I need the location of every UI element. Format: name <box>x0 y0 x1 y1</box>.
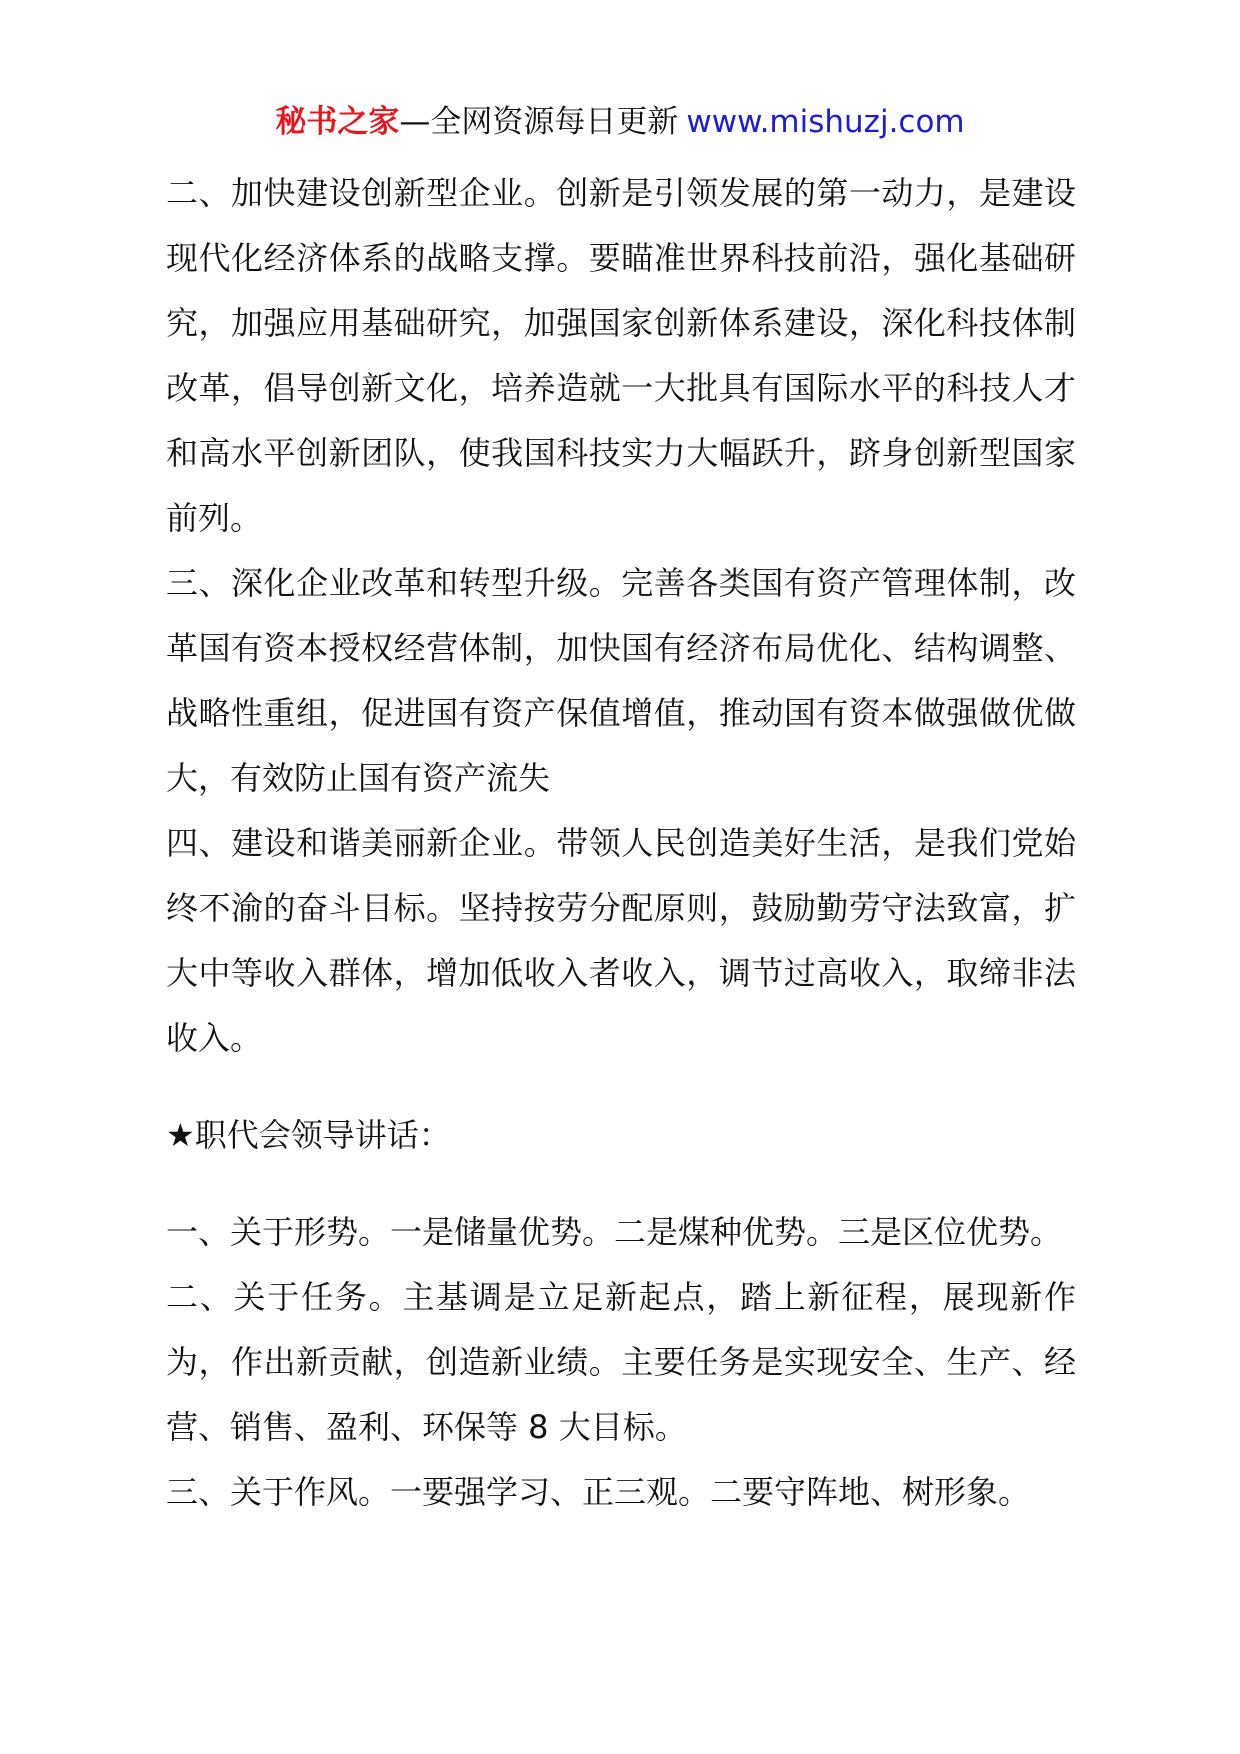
header-slogan: —全网资源每日更新 <box>399 104 679 140</box>
paragraph-style: 三、关于作风。一要强学习、正三观。二要守阵地、树形象。 <box>166 1473 1031 1511</box>
paragraph-tasks: 二、关于任务。主基调是立足新起点，踏上新征程，展现新作为，作出新贡献，创造新业绩。主要任务是实现安全、生产、经营、销售、盈利、环保等 8 大目标。 <box>166 1278 1076 1446</box>
brand-name: 秘书之家 <box>275 104 400 140</box>
section-heading: ★职代会领导讲话： <box>166 1116 451 1154</box>
paragraph-innovation: 二、加快建设创新型企业。创新是引领发展的第一动力，是建设现代化经济体系的战略支撑。要瞄准世界科技前沿，强化基础研究，加强应用基础研究，加强国家创新体系建设，深化科技体制改革，倡导创新文化，培养造就一大批具有国际水平的科技人才和高水平创新团队，使我国科技实力大幅跃升，跻身创新型国家前列。 <box>166 174 1076 537</box>
spacer <box>166 1071 1076 1103</box>
paragraph-harmony: 四、建设和谐美丽新企业。带领人民创造美好生活，是我们党始终不渝的奋斗目标。坚持按劳分配原则，鼓励勤劳守法致富，扩大中等收入群体，增加低收入者收入，调节过高收入，取缔非法收入。 <box>166 824 1076 1057</box>
site-url-link[interactable]: www.mishuzj.com <box>686 104 965 140</box>
document-body <box>166 161 1076 1525</box>
spacer <box>166 1168 1076 1200</box>
page-header <box>0 100 1240 144</box>
paragraph-reform: 三、深化企业改革和转型升级。完善各类国有资产管理体制，改革国有资本授权经营体制，加快国有经济布局优化、结构调整、战略性重组，促进国有资产保值增值，推动国有资本做强做优做大，有效防止国有资产流失 <box>166 564 1076 797</box>
paragraph-situation: 一、关于形势。一是储量优势。二是煤种优势。三是区位优势。 <box>166 1213 1063 1251</box>
